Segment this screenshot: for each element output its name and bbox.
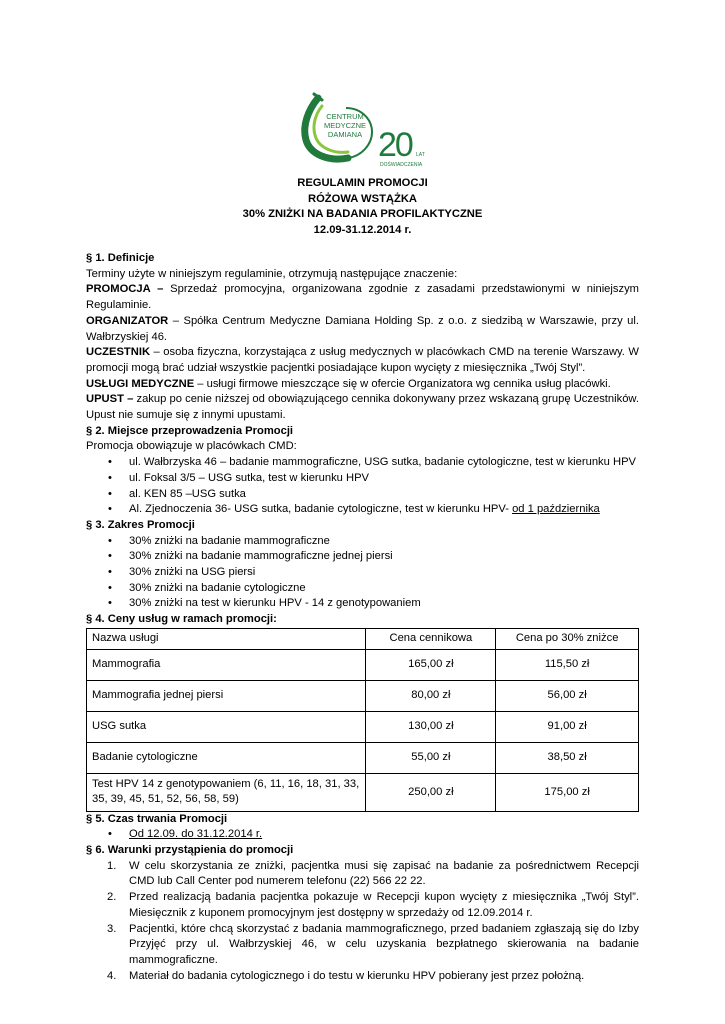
location-4-text: Al. Zjednoczenia 36- USG sutka, badanie cytologiczne, test w kierunku HPV-	[129, 503, 513, 516]
column-header: Nazwa usługi	[87, 628, 366, 649]
service-name: Badanie cytologiczne	[87, 742, 366, 773]
list-item: • ul. Foksal 3/5 – USG sutka, test w kierunku HPV	[86, 471, 639, 487]
item-number: 2.	[107, 891, 117, 904]
def-upust: zakup po cenie niższej od obowiązującego cennika dokonywany przez wskazaną grupę Uczestników. Upust nie sumuje się z innymi upustami.	[86, 393, 639, 422]
table-row	[87, 649, 639, 680]
section-1-heading: § 1. Definicje	[86, 252, 155, 264]
service-name: Test HPV 14 z genotypowaniem (6, 11, 16, 18, 31, 33, 35, 39, 45, 51, 52, 56, 58, 59)	[87, 773, 366, 811]
definition-uslugi	[86, 377, 639, 393]
list-item: • ul. Wałbrzyska 46 – badanie mammograficzne, USG sutka, badanie cytologiczne, test w kierunku HPV	[86, 455, 639, 471]
title-line-4: 12.09-31.12.2014 r.	[313, 224, 412, 237]
list-item	[86, 969, 639, 985]
def-uczestnik: – osoba fizyczna, korzystająca z usług medycznych w placówkach CMD na terenie Warszawy. W promocji mogą brać udział wszystkie pacjentki posiadające kupon wycięty z miesięcznika „Twój Styl”.	[86, 346, 639, 374]
table-row	[87, 773, 639, 811]
list-item	[86, 502, 639, 518]
location-4-date: od 1 października	[512, 503, 600, 516]
list-price: 130,00 zł	[366, 711, 496, 742]
duration-list	[86, 827, 639, 843]
item-text: Przed realizacją badania pacjentka pokazuje w Recepcji kupon wycięty z miesięcznika „Twój Styl”. Miesięcznik z kuponem promocyjnym jest dostępny w sprzedaży od 12.09.2014 r.	[129, 891, 639, 919]
service-name: Mammografia jednej piersi	[87, 680, 366, 711]
list-item: • 30% zniżki na badanie cytologiczne	[86, 581, 639, 597]
list-item	[86, 859, 639, 890]
list-item	[86, 890, 639, 921]
discount-price: 115,50 zł	[496, 649, 639, 680]
title-line-2: RÓŻOWA WSTĄŻKA	[308, 192, 417, 205]
list-item: • al. KEN 85 –USG sutka	[86, 487, 639, 503]
list-price: 165,00 zł	[366, 649, 496, 680]
table-row	[87, 742, 639, 773]
definition-upust	[86, 392, 639, 423]
table-row	[87, 711, 639, 742]
list-item: • 30% zniżki na badanie mammograficzne	[86, 534, 639, 550]
document-body	[86, 251, 639, 984]
list-item	[86, 827, 639, 843]
section-2-heading: § 2. Miejsce przeprowadzenia Promocji	[86, 424, 294, 437]
logo-years-sub: DOŚWIADCZENIA	[380, 162, 423, 168]
scope-list	[86, 534, 639, 613]
service-name: USG sutka	[87, 711, 366, 742]
title-line-1: REGULAMIN PROMOCJI	[297, 177, 428, 189]
list-price: 80,00 zł	[366, 680, 496, 711]
definition-promocja	[86, 282, 639, 313]
service-name: Mammografia	[87, 649, 366, 680]
def-uslugi: – usługi firmowe mieszczące się w ofercie Organizatora wg cennika usług placówki.	[194, 377, 611, 390]
def-promocja: Sprzedaż promocyjna, organizowana zgodnie z zasadami przedstawionymi w niniejszym Regulaminie.	[86, 283, 639, 312]
discount-price: 56,00 zł	[496, 680, 639, 711]
document-title	[0, 176, 725, 239]
discount-price: 38,50 zł	[496, 742, 639, 773]
section-2-intro: Promocja obowiązuje w placówkach CMD:	[86, 440, 297, 453]
discount-price: 175,00 zł	[496, 773, 639, 811]
term-uczestnik: UCZESTNIK	[86, 346, 151, 359]
list-price: 55,00 zł	[366, 742, 496, 773]
item-text: Materiał do badania cytologicznego i do testu w kierunku HPV pobierany jest przez położną.	[129, 969, 585, 982]
section-4-heading: § 4. Ceny usług w ramach promocji:	[86, 613, 277, 626]
section-5-heading: § 5. Czas trwania Promocji	[86, 812, 228, 825]
price-table	[86, 628, 639, 812]
logo-text-line2: MEDYCZNE	[323, 121, 367, 130]
item-number: 3.	[107, 922, 117, 935]
definition-organizator	[86, 314, 639, 345]
term-organizator: ORGANIZATOR	[86, 314, 169, 327]
list-item: • 30% zniżki na test w kierunku HPV - 14 z genotypowaniem	[86, 596, 639, 612]
section-1-intro: Terminy użyte w niniejszym regulaminie, otrzymują następujące znaczenie:	[86, 267, 458, 280]
term-uslugi: USŁUGI MEDYCZNE	[86, 377, 195, 390]
locations-list	[86, 455, 639, 518]
discount-price: 91,00 zł	[496, 711, 639, 742]
list-price: 250,00 zł	[366, 773, 496, 811]
list-item: • 30% zniżki na USG piersi	[86, 565, 639, 581]
logo-text-line1: CENTRUM	[326, 112, 364, 121]
column-header: Cena cennikowa	[366, 628, 496, 649]
item-number: 4.	[107, 969, 117, 982]
section-6-heading: § 6. Warunki przystąpienia do promocji	[86, 843, 294, 856]
title-line-3: 30% ZNIŻKI NA BADANIA PROFILAKTYCZNE	[242, 208, 483, 221]
table-row	[87, 680, 639, 711]
logo-text-line3: DAMIANA	[327, 130, 363, 139]
list-item: • 30% zniżki na badanie mammograficzne jednej piersi	[86, 549, 639, 565]
def-organizator: – Spółka Centrum Medyczne Damiana Holding Sp. z o.o. z siedzibą w Warszawie, przy ul. Wałbrzyskiej 46.	[86, 314, 639, 343]
definition-uczestnik	[86, 345, 639, 376]
table-header-row	[87, 628, 639, 649]
term-upust: UPUST –	[86, 393, 134, 406]
term-promocja: PROMOCJA –	[86, 283, 164, 296]
promotion-dates: Od 12.09. do 31.12.2014 r.	[129, 828, 263, 841]
logo-years: 20	[378, 126, 412, 164]
conditions-list	[86, 859, 639, 985]
logo-years-word: LAT	[416, 152, 425, 158]
section-3-heading: § 3. Zakres Promocji	[86, 518, 195, 531]
item-number: 1.	[107, 859, 117, 872]
item-text: Pacjentki, które chcą skorzystać z badania mammograficznego, przed badaniem zgłaszają się do Izby Przyjęć przy ul. Wałbrzyskiej 46, w celu uzyskania bezpłatnego skierowania na badanie mammograficzne.	[129, 922, 639, 966]
list-item	[86, 922, 639, 969]
logo	[300, 92, 430, 172]
column-header: Cena po 30% zniżce	[496, 628, 639, 649]
item-text: W celu skorzystania ze zniżki, pacjentka musi się zapisać na badanie za pośrednictwem Recepcji CMD lub Call Center pod numerem telefonu (22) 566 22 22.	[129, 859, 639, 888]
